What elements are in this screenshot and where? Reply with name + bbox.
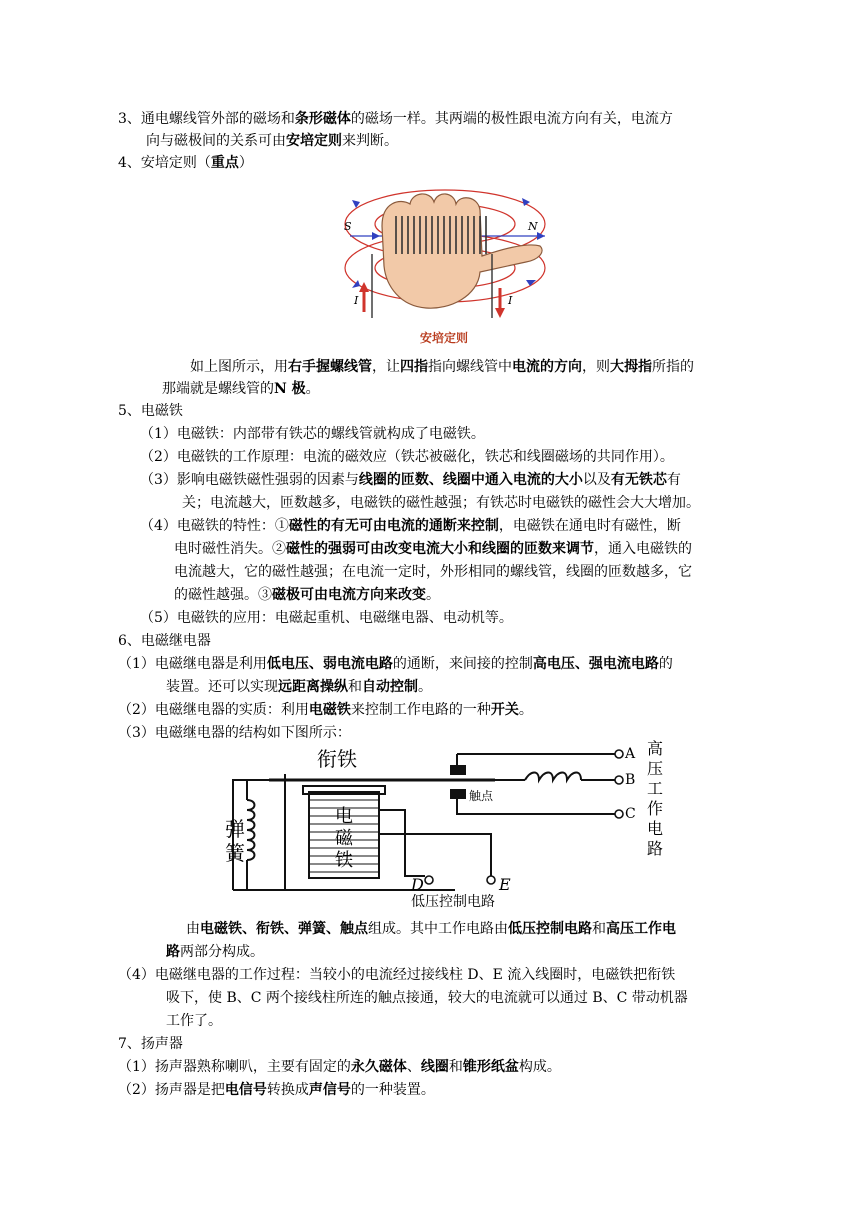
sec5-title: 5、电磁铁 [118,403,183,419]
sec5-item3-line2: 关；电流越大，匝数越多，电磁铁的磁性越强；有铁芯时电磁铁的磁性会大大增加。 [182,495,700,511]
core-label-2: 磁 [335,828,353,849]
svg-text:高: 高 [647,740,664,758]
sec4-title: 4、安培定则（重点） [118,155,253,171]
sec4-para-line1: 如上图所示，用右手握螺线管，让四指指向螺线管中电流的方向，则大拇指所指的 [190,359,694,375]
sec5-item4-line1: （4）电磁铁的特性：①磁性的有无可由电流的通断来控制，电磁铁在通电时有磁性，断 [140,518,681,534]
sec6-item3: （3）电磁继电器的结构如下图所示： [118,725,351,741]
sec6-item4-line1: （4）电磁继电器的工作过程：当较小的电流经过接线柱 D、E 流入线圈时，电磁铁把衔铁 [118,967,676,983]
fig-i-left-label: I [354,294,359,307]
sec3-line2: 向与磁极间的关系可由安培定则来判断。 [146,133,398,149]
terminal-c: C [625,806,636,822]
sec5-item5: （5）电磁铁的应用：电磁起重机、电磁继电器、电动机等。 [140,610,513,626]
svg-text:电: 电 [647,819,664,838]
sec6-para-line1: 由电磁铁、衔铁、弹簧、触点组成。其中工作电路由低压控制电路和高压工作电 [186,921,676,937]
svg-text:路: 路 [647,839,664,858]
armature-label: 衔铁 [317,747,357,771]
terminal-e: E [499,875,511,894]
svg-text:作: 作 [647,799,664,818]
fig-caption: 安培定则 [420,331,469,345]
sec7-item2: （2）扬声器是把电信号转换成声信号的一种装置。 [118,1082,435,1098]
spring-label-1: 弹 [225,817,245,841]
relay-figure [225,740,675,908]
svg-text:压: 压 [647,759,664,778]
fig-n-label: N [528,220,538,233]
ampere-rule-figure [330,176,560,346]
sec4-para-line2: 那端就是螺线管的N 极。 [162,381,320,397]
high-voltage-label [647,740,663,858]
terminal-a: A [625,746,636,762]
contact-label: 触点 [469,789,494,803]
fig-s-label: S [344,220,352,233]
terminal-d: D [411,875,424,894]
sec6-item1-line2: 装置。还可以实现远距离操纵和自动控制。 [166,679,432,695]
sec7-title: 7、扬声器 [118,1036,183,1052]
sec5-item3-line1: （3）影响电磁铁磁性强弱的因素与线圈的匝数、线圈中通入电流的大小以及有无铁芯有 [140,472,681,488]
sec6-item1-line1: （1）电磁继电器是利用低电压、弱电流电路的通断，来间接的控制高电压、强电流电路的 [118,656,673,672]
sec7-item1: （1）扬声器熟称喇叭，主要有固定的永久磁体、线圈和锥形纸盆构成。 [118,1059,561,1075]
core-label-1: 电 [335,806,353,827]
sec6-item2: （2）电磁继电器的实质：利用电磁铁来控制工作电路的一种开关。 [118,702,533,718]
sec5-item1: （1）电磁铁：内部带有铁芯的螺线管就构成了电磁铁。 [140,426,485,442]
sec5-item4-line2: 电时磁性消失。②磁性的强弱可由改变电流大小和线圈的匝数来调节，通入电磁铁的 [174,541,692,557]
sec3-line1: 3、通电螺线管外部的磁场和条形磁体的磁场一样。其两端的极性跟电流方向有关，电流方 [118,111,673,127]
sec6-item4-line2: 吸下，使 B、C 两个接线柱所连的触点接通，较大的电流就可以通过 B、C 带动机器 [166,990,688,1006]
sec6-item4-line3: 工作了。 [166,1013,222,1029]
sec5-item4-line4: 的磁性越强。③磁极可由电流方向来改变。 [174,587,440,603]
sec5-item4-line3: 电流越大，它的磁性越强；在电流一定时，外形相同的螺线管，线圈的匝数越多，它 [174,564,692,580]
spring-label-2: 簧 [225,841,245,865]
fig-i-right-label: I [508,294,513,307]
terminal-b: B [625,772,636,788]
sec6-para-line2: 路两部分构成。 [166,944,264,960]
core-label-3: 铁 [335,850,353,871]
low-voltage-label: 低压控制电路 [411,894,495,908]
sec5-item2: （2）电磁铁的工作原理：电流的磁效应（铁芯被磁化，铁芯和线圈磁场的共同作用）。 [140,449,674,465]
svg-text:工: 工 [647,779,664,798]
sec6-title: 6、电磁继电器 [118,633,211,649]
